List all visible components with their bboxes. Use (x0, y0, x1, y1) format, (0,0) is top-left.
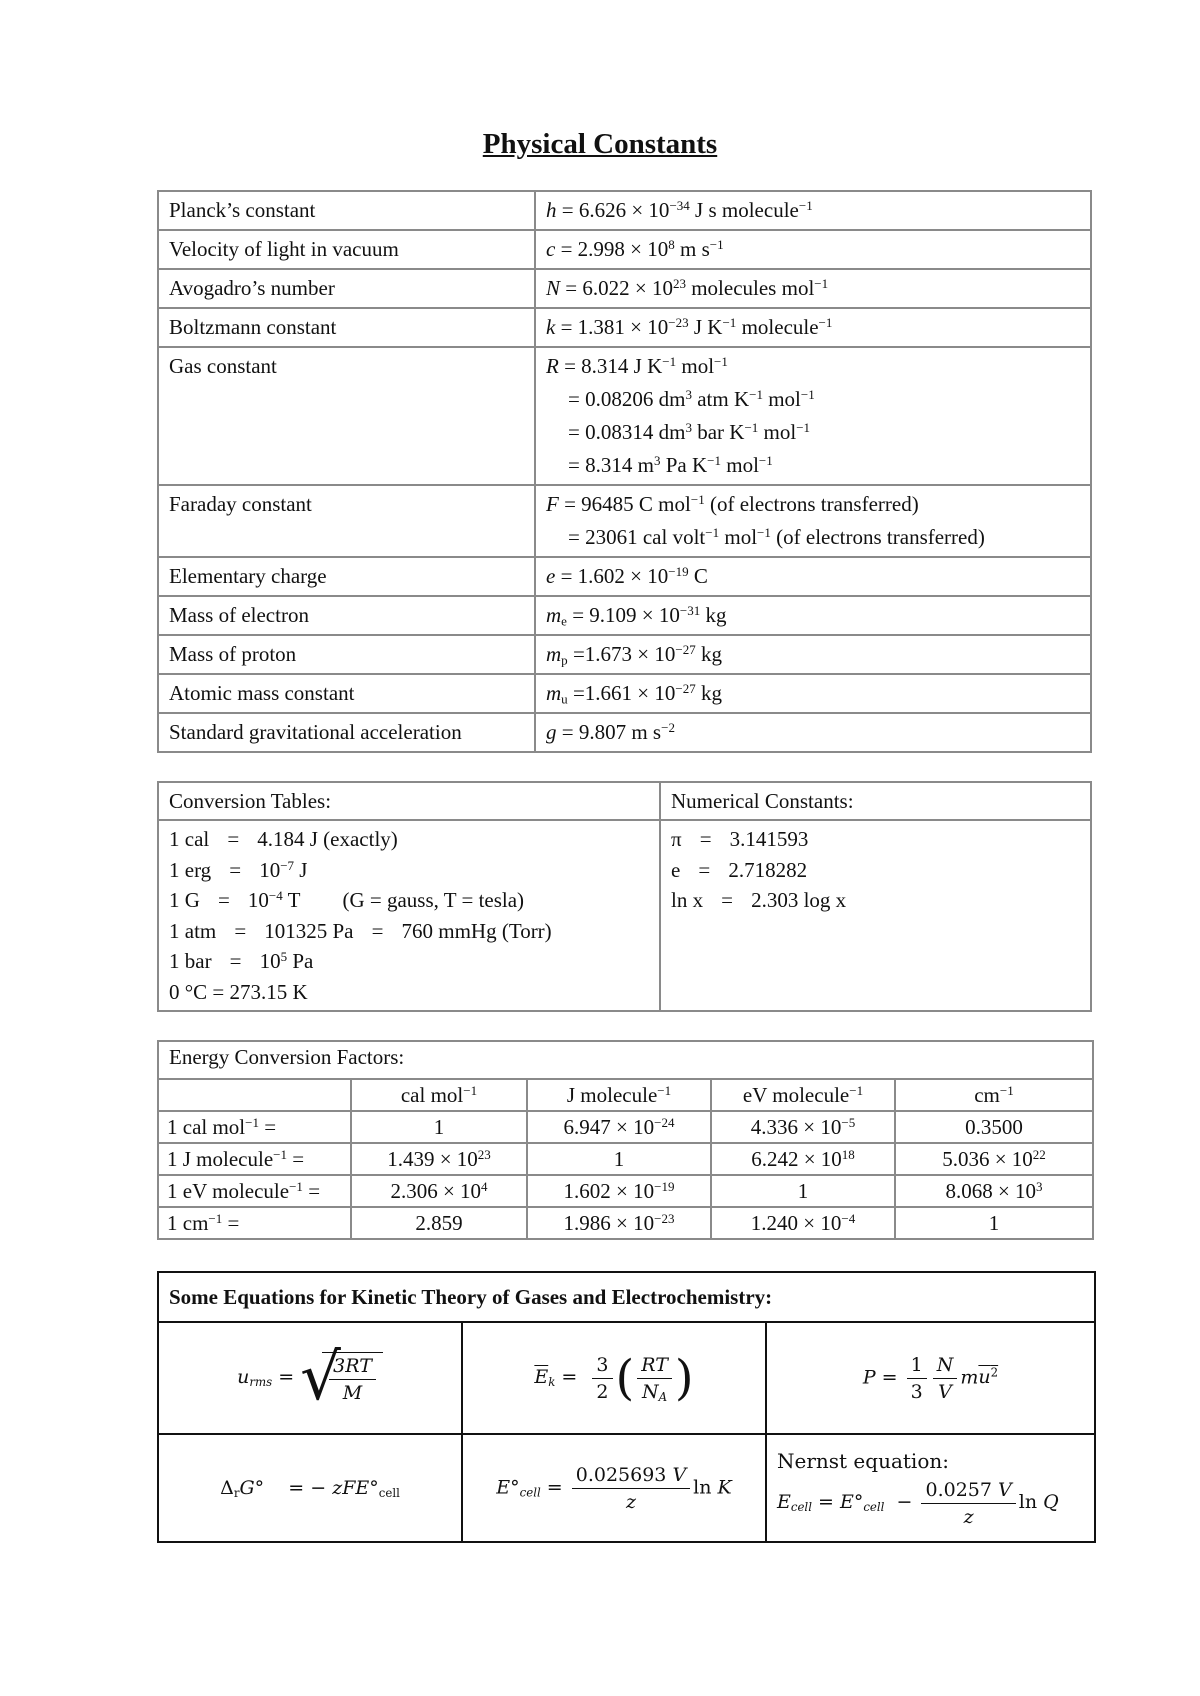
table-cell: $1.439 \times 10^{23}$ (351, 1143, 527, 1175)
table-row (158, 485, 1091, 557)
row-label: 1 $cm^{-1}$ = (158, 1207, 351, 1239)
constant-value: $m_e = 9.109 \times 10^{-31}$ kg (535, 596, 1091, 635)
table-row (158, 308, 1091, 347)
column-header: $cm^{-1}$ (895, 1079, 1093, 1111)
table-row (158, 635, 1091, 674)
table-cell: $2.306 \times 10^4$ (351, 1175, 527, 1207)
constant-name: Avogadro’s number (158, 269, 535, 308)
table-cell: $1.602 \times 10^{-19}$ (527, 1175, 711, 1207)
constant-value: $N = 6.022 \times 10^{23}$ molecules mol$^{-1}$ (535, 269, 1091, 308)
constant-value: g = 9.807 m $s^{-2}$ (535, 713, 1091, 752)
corner-cell (158, 1079, 351, 1111)
constant-value: R = 8.314 J $K^{-1}$ mol$^{-1}$ = 0.08206 $dm^3$ atm $K^{-1}$ mol$^{-1}$ = 0.08314 $dm^3$ bar $K^{-1}$ mol$^{-1}$ = 8.314 $m^3$ Pa $K^{-1}$ mol$^{-1}$ (535, 347, 1091, 485)
constant-name: Boltzmann constant (158, 308, 535, 347)
urms-equation: $u_{rms}$ = √ $\frac{3RT}{M}$ (158, 1322, 462, 1434)
table-cell: 0.3500 (895, 1111, 1093, 1143)
energy-conversion-table (157, 1040, 1094, 1240)
table-cell: $1.986 \times 10^{-23}$ (527, 1207, 711, 1239)
table-row (158, 269, 1091, 308)
table-row (158, 1322, 1095, 1434)
nernst-label: Nernst equation: (777, 1448, 949, 1473)
constant-name: Faraday constant (158, 485, 535, 557)
constant-name: Elementary charge (158, 557, 535, 596)
table-row (158, 557, 1091, 596)
table-row (158, 1207, 1093, 1239)
constant-value: F = 96485 C mol$^{-1}$ (of electrons transferred) = 23061 cal volt$^{-1}$ mol$^{-1}$ (of electrons transferred) (535, 485, 1091, 557)
nernst-equation: Nernst equation: $E_{cell} = E^\circ_{cell}$ − $\frac{0.0257 V}{z}$ ln Q (766, 1434, 1095, 1542)
table-row (158, 1111, 1093, 1143)
table-cell: 1 (527, 1143, 711, 1175)
cell-potential-equation: $E^\circ_{cell}$ = $\frac{0.025693 V}{z}$ ln K (462, 1434, 766, 1542)
conversion-header: Conversion Tables: (158, 782, 660, 820)
row-label: 1 cal mol$^{-1}$ = (158, 1111, 351, 1143)
constant-name: Mass of electron (158, 596, 535, 635)
table-cell: 1 (351, 1111, 527, 1143)
table-cell: $5.036 \times 10^{22}$ (895, 1143, 1093, 1175)
constant-value: $k = 1.381 \times 10^{-23}$ J $K^{-1}$ molecule$^{-1}$ (535, 308, 1091, 347)
table-cell: $1.240 \times 10^{-4}$ (711, 1207, 895, 1239)
column-header: eV molecule$^{-1}$ (711, 1079, 895, 1111)
table-row (158, 713, 1091, 752)
gibbs-equation: $\Delta_rG^\circ$ = − $zFE^\circ_{cell}$ (158, 1434, 462, 1542)
row-label: 1 eV molecule$^{-1}$ = (158, 1175, 351, 1207)
constant-value: $m_p =1.673 \times 10^{-27}$ kg (535, 635, 1091, 674)
table-row (158, 1434, 1095, 1542)
constant-value: $c = 2.998 \times 10^8$ m $s^{-1}$ (535, 230, 1091, 269)
pressure-equation: P = $\frac{1}{3}$ $\frac{N}{V}$ $mu^2$ (766, 1322, 1095, 1434)
constant-value: $h = 6.626 \times 10^{-34}$ J s molecule$^{-1}$ (535, 191, 1091, 230)
numerical-header: Numerical Constants: (660, 782, 1091, 820)
table-header-row (158, 782, 1091, 820)
column-header: J molecule$^{-1}$ (527, 1079, 711, 1111)
constant-name: Atomic mass constant (158, 674, 535, 713)
table-caption-row (158, 1041, 1093, 1079)
constant-name: Planck’s constant (158, 191, 535, 230)
equations-table (157, 1271, 1096, 1543)
constant-name: Gas constant (158, 347, 535, 485)
table-row (158, 347, 1091, 485)
row-label: 1 J molecule$^{-1}$ = (158, 1143, 351, 1175)
table-cell: $8.068 \times 10^3$ (895, 1175, 1093, 1207)
table-row (158, 1175, 1093, 1207)
constant-name: Velocity of light in vacuum (158, 230, 535, 269)
table-cell: $6.947 \times 10^{-24}$ (527, 1111, 711, 1143)
table-cell: 1 (895, 1207, 1093, 1239)
table-row (158, 820, 1091, 1011)
constant-name: Mass of proton (158, 635, 535, 674)
constant-value: $e = 1.602 \times 10^{-19}$ C (535, 557, 1091, 596)
page-title: Physical Constants (482, 128, 718, 160)
constant-name: Standard gravitational acceleration (158, 713, 535, 752)
table-row (158, 596, 1091, 635)
numerical-list: π = 3.141593 e = 2.718282 ln x = 2.303 log x (660, 820, 1091, 1011)
constant-value: $m_u =1.661 \times 10^{-27}$ kg (535, 674, 1091, 713)
kinetic-energy-equation: $\overline{E}_k$ = $\frac{3}{2}$ ( $\frac{RT}{N_A}$ ) (462, 1322, 766, 1434)
equations-caption: Some Equations for Kinetic Theory of Gases and Electrochemistry: (158, 1272, 1095, 1322)
table-cell: 2.859 (351, 1207, 527, 1239)
table-cell: 1 (711, 1175, 895, 1207)
table-caption-row (158, 1272, 1095, 1322)
conversion-list: 1 cal = 4.184 J (exactly) 1 erg = $10^{-7}$ J 1 $G = 10^{-4}$ T (G = gauss, T = tesla) 1 atm = 101325 Pa = 760 mmHg (Torr) 1 bar = $10^5$ Pa 0 °C = 273.15 K (158, 820, 660, 1011)
table-row (158, 191, 1091, 230)
column-header: cal mol$^{-1}$ (351, 1079, 527, 1111)
physical-constants-table (157, 190, 1092, 753)
energy-caption: Energy Conversion Factors: (158, 1041, 1093, 1079)
table-header-row (158, 1079, 1093, 1111)
table-row (158, 230, 1091, 269)
table-cell: $4.336 \times 10^{-5}$ (711, 1111, 895, 1143)
table-row (158, 1143, 1093, 1175)
table-row (158, 674, 1091, 713)
conversion-table (157, 781, 1092, 1012)
table-cell: $6.242 \times 10^{18}$ (711, 1143, 895, 1175)
